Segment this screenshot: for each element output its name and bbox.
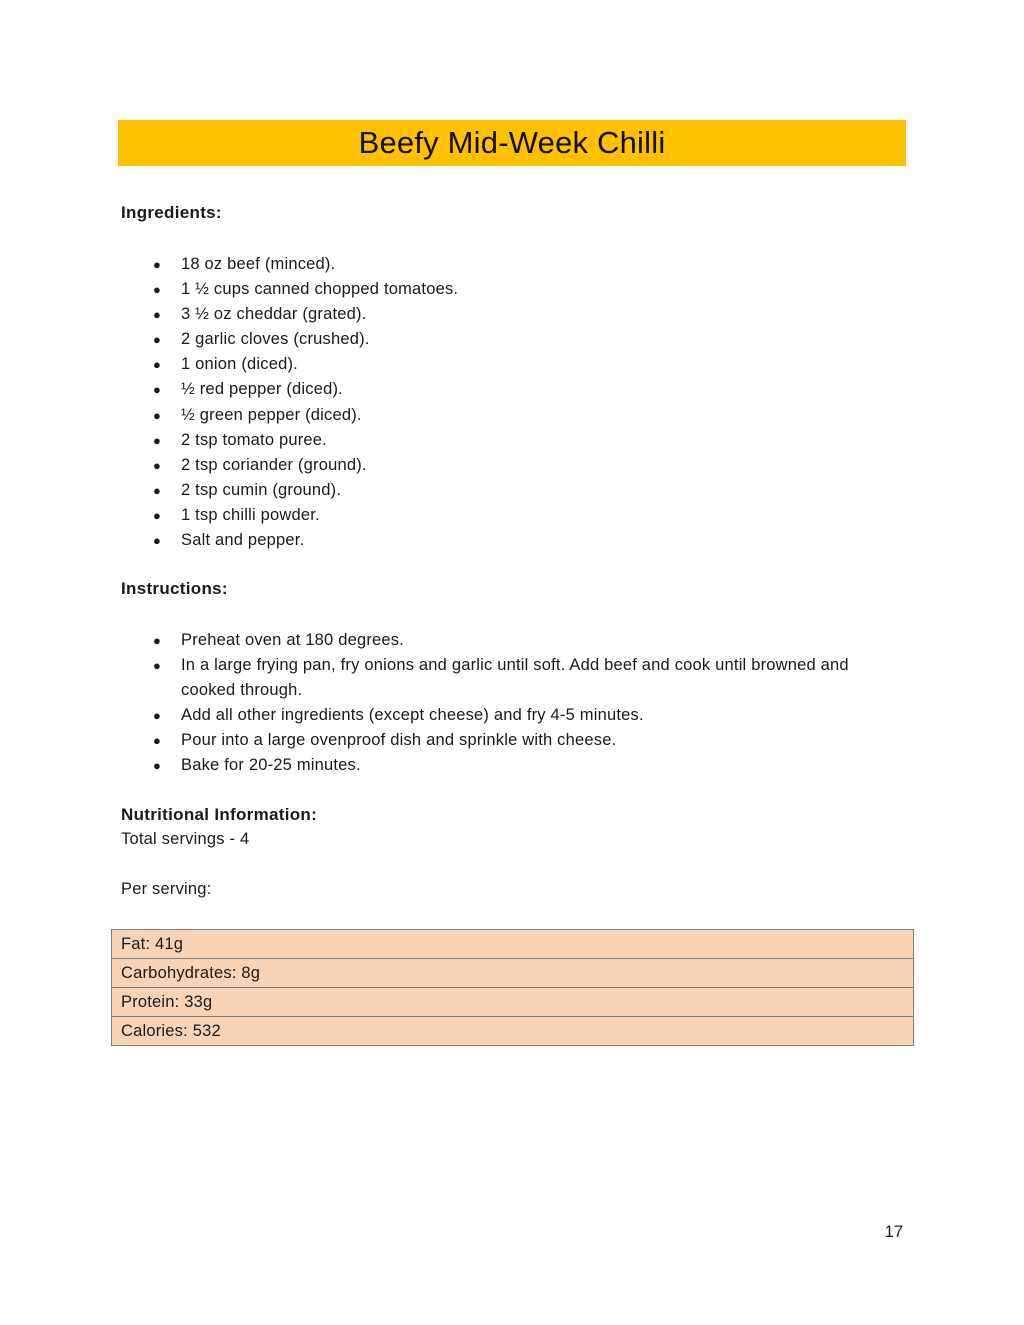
table-row — [112, 930, 914, 959]
ingredients-heading: Ingredients: — [121, 203, 222, 222]
list-item: ● 2 tsp tomato puree. — [121, 428, 906, 453]
list-item: ● 2 tsp coriander (ground). — [121, 453, 906, 478]
bullet-icon: ● — [153, 257, 162, 272]
table-cell: Calories: 532 — [112, 1017, 914, 1046]
bullet-icon: ● — [153, 432, 162, 448]
table-row — [112, 1017, 914, 1046]
bullet-icon: ● — [153, 482, 162, 498]
nutrition-table — [111, 929, 914, 1046]
bullet-icon: ● — [153, 733, 162, 749]
title-banner — [118, 120, 906, 166]
table-cell: Carbohydrates: 8g — [112, 959, 914, 988]
instructions-heading: Instructions: — [121, 579, 228, 598]
list-item: ● 3 ½ oz cheddar (grated). — [121, 302, 906, 327]
list-item: ● 2 tsp cumin (ground). — [121, 478, 906, 503]
bullet-icon: ● — [153, 457, 162, 473]
list-item: ● ½ green pepper (diced). — [121, 403, 906, 428]
bullet-icon: ● — [153, 357, 162, 373]
bullet-icon: ● — [153, 382, 162, 398]
bullet-icon: ● — [153, 407, 162, 423]
nutrition-heading: Nutritional Information: — [121, 805, 318, 824]
list-item: ● 1 onion (diced). — [121, 352, 906, 377]
list-item: ● 18 oz beef (minced). — [121, 252, 906, 277]
bullet-icon: ● — [153, 307, 162, 323]
table-row — [112, 988, 914, 1017]
list-item: ● 1 ½ cups canned chopped tomatoes. — [121, 277, 906, 302]
instructions-list — [121, 628, 906, 779]
per-serving-label: Per serving: — [121, 880, 212, 898]
bullet-icon: ● — [153, 658, 162, 674]
table-cell: Protein: 33g — [112, 988, 914, 1017]
list-item: ● ½ red pepper (diced). — [121, 377, 906, 402]
page-title: Beefy Mid-Week Chilli — [358, 125, 666, 160]
bullet-icon: ● — [153, 507, 162, 523]
total-servings: Total servings - 4 — [121, 830, 250, 848]
list-item: ● Salt and pepper. — [121, 528, 906, 553]
bullet-icon: ● — [153, 708, 162, 724]
ingredients-list — [121, 252, 906, 553]
bullet-icon: ● — [153, 633, 162, 648]
list-item: ● Add all other ingredients (except cheese) and fry 4-5 minutes. — [121, 703, 906, 728]
list-item: ● Pour into a large ovenproof dish and sprinkle with cheese. — [121, 728, 906, 753]
list-item: ● Bake for 20-25 minutes. — [121, 753, 906, 778]
table-cell: Fat: 41g — [112, 930, 914, 959]
bullet-icon: ● — [153, 758, 162, 774]
table-row — [112, 959, 914, 988]
page-number: 17 — [884, 1223, 903, 1241]
list-item: ● In a large frying pan, fry onions and garlic until soft. Add beef and cook until browned and cooked through. — [121, 653, 906, 703]
bullet-icon: ● — [153, 282, 162, 298]
list-item: ● Preheat oven at 180 degrees. — [121, 628, 906, 653]
bullet-icon: ● — [153, 533, 162, 549]
bullet-icon: ● — [153, 332, 162, 348]
list-item: ● 1 tsp chilli powder. — [121, 503, 906, 528]
list-item: ● 2 garlic cloves (crushed). — [121, 327, 906, 352]
